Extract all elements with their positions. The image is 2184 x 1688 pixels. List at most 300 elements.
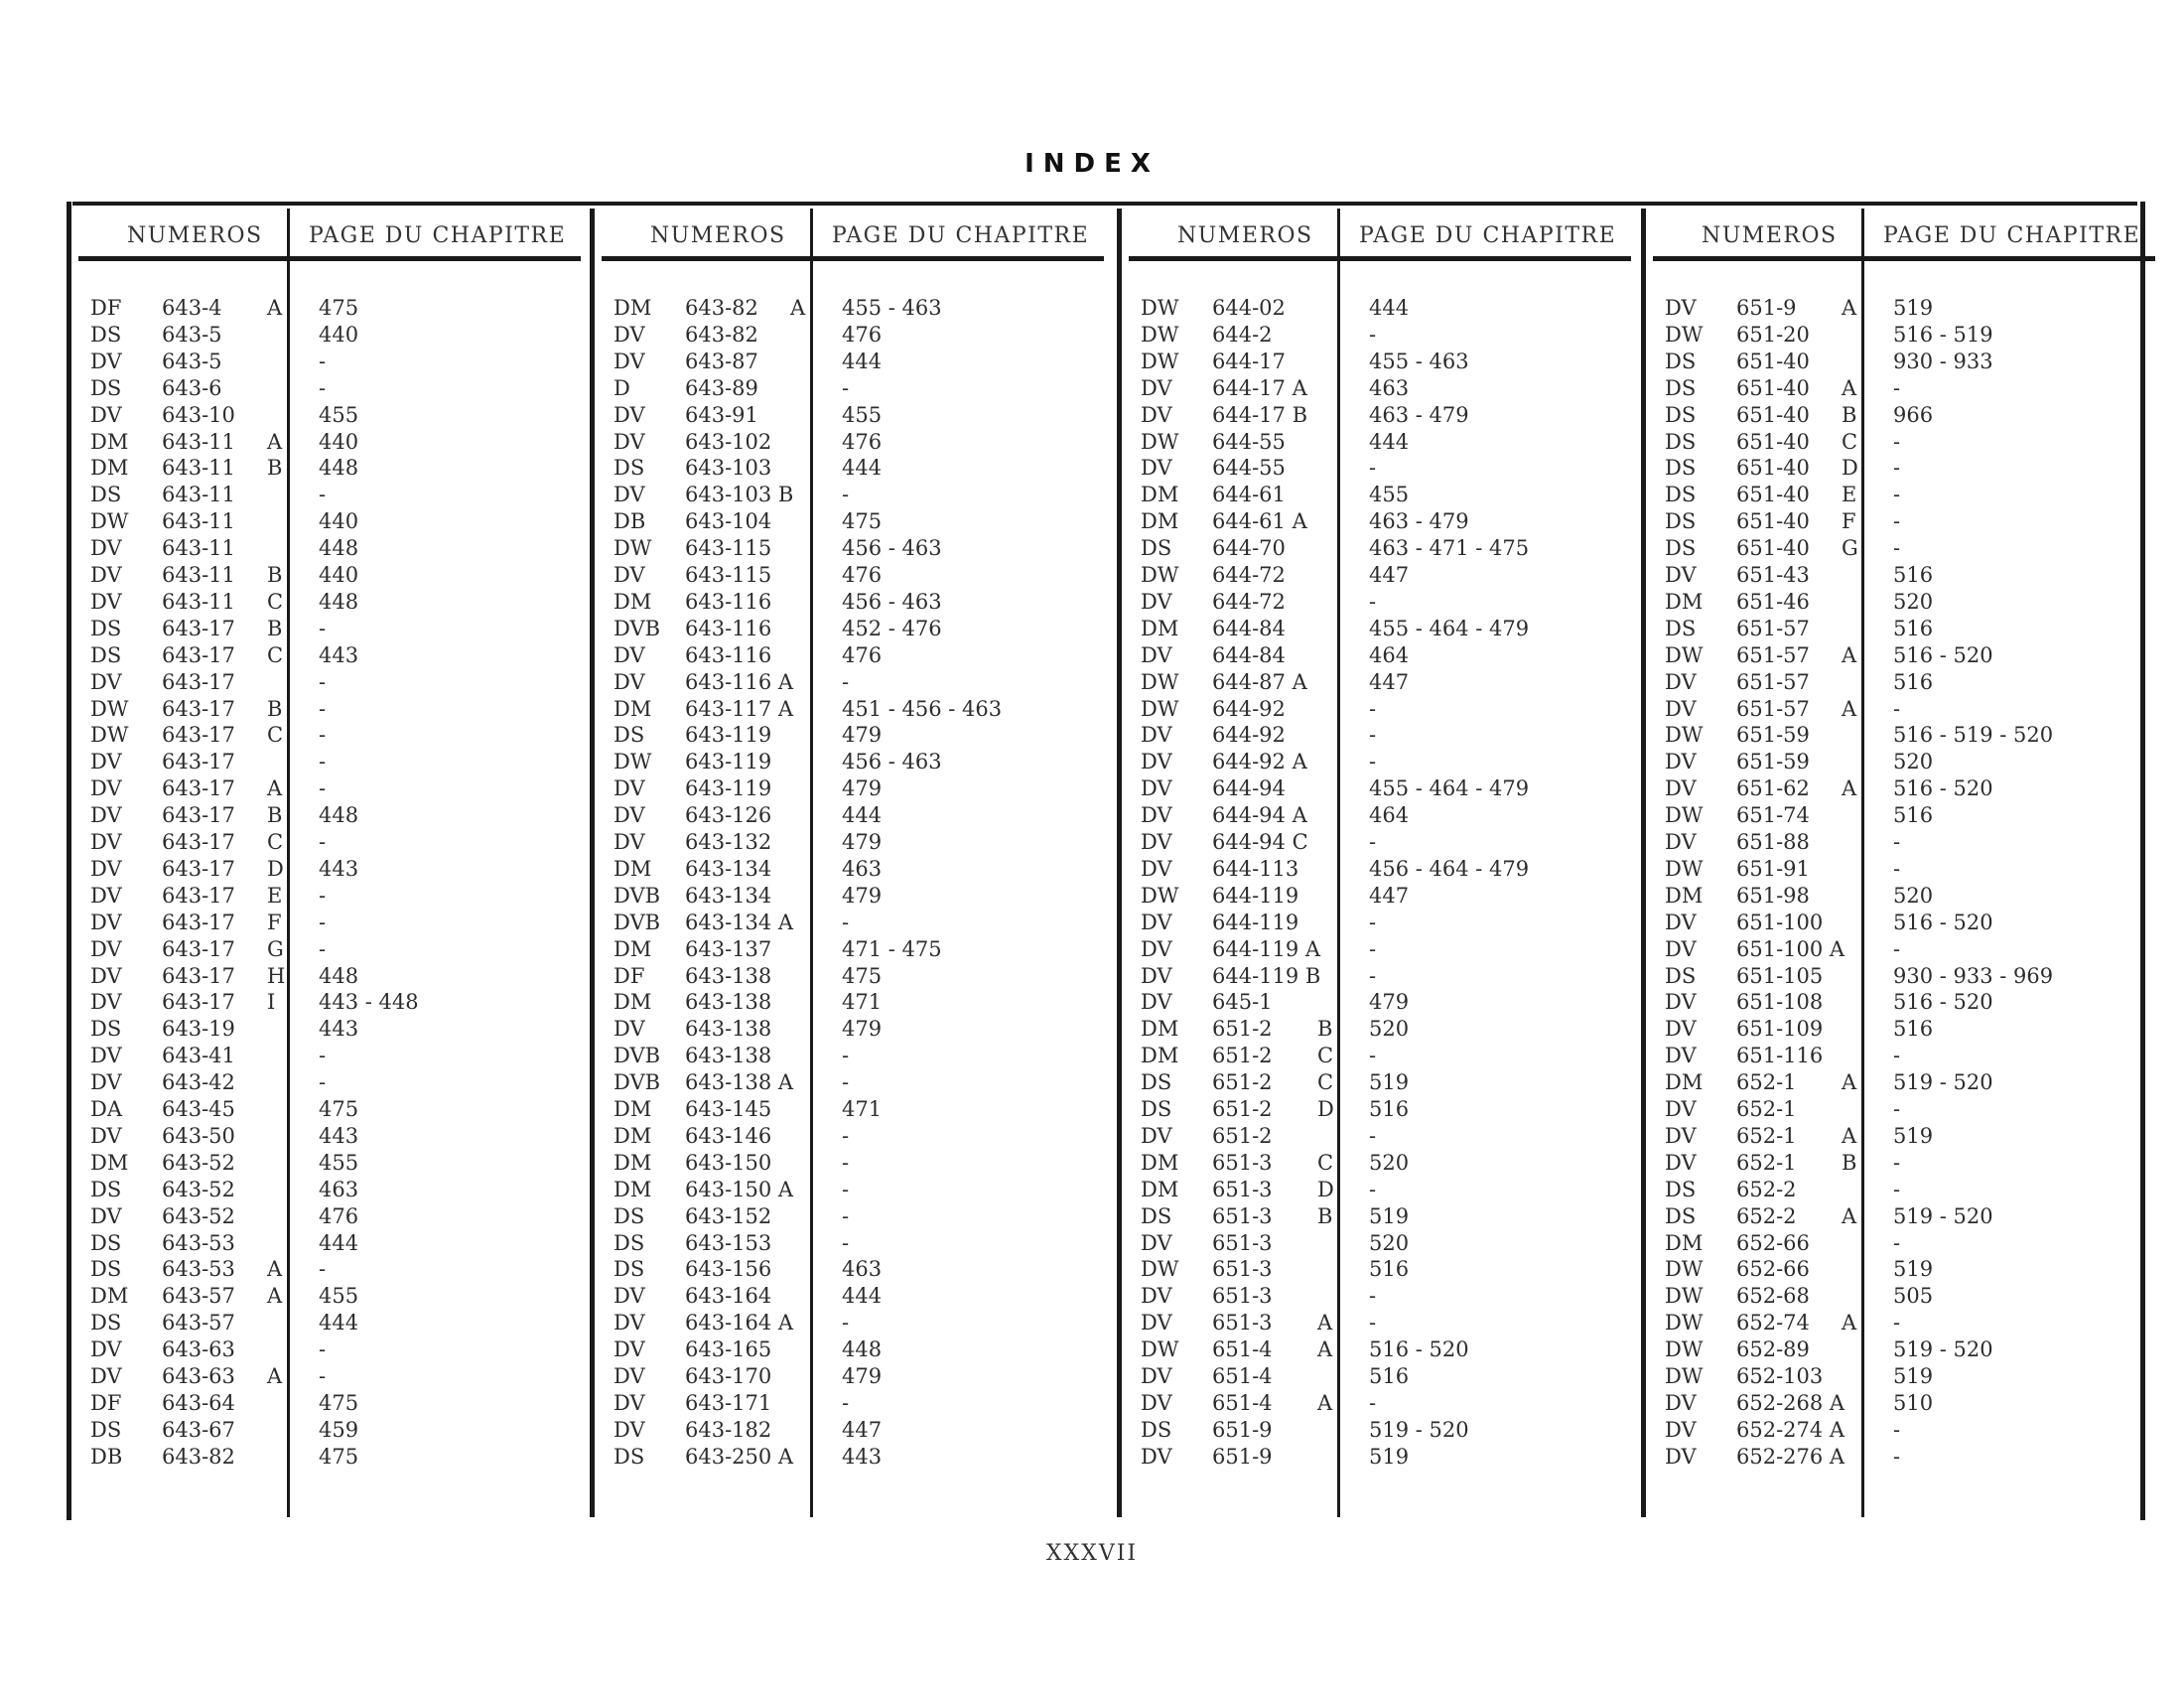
entry-pages: 444 <box>842 803 883 828</box>
entry-prefix: DM <box>1141 483 1179 507</box>
numeros-header: NUMEROS <box>127 223 263 248</box>
entry-number: 652-1 <box>1736 1123 1797 1148</box>
entry-pages: - <box>319 349 327 373</box>
entry-suffix: A <box>267 1284 283 1309</box>
entry-number: 651-2 <box>1212 1070 1273 1095</box>
index-row <box>1665 1444 2151 1471</box>
entry-prefix: DW <box>1141 296 1179 320</box>
entry-suffix: D <box>1317 1177 1334 1201</box>
entry-pages: 447 <box>1369 669 1410 694</box>
entry-number: 652-68 <box>1736 1284 1810 1309</box>
entry-number: 643-52 <box>162 1150 235 1175</box>
entry-number: 651-57 <box>1736 642 1810 667</box>
index-row <box>1141 1310 1627 1336</box>
entry-pages: 448 <box>319 803 359 828</box>
index-row <box>1141 696 1627 723</box>
entry-number: 643-11 <box>162 536 235 561</box>
entry-pages: - <box>1369 589 1377 614</box>
entry-prefix: DM <box>1665 1070 1704 1095</box>
entry-pages: 475 <box>319 296 359 320</box>
index-row <box>1141 963 1627 990</box>
entry-prefix: DV <box>1665 1390 1697 1415</box>
entry-prefix: DF <box>90 1390 122 1415</box>
index-row <box>90 642 577 669</box>
entry-suffix: A <box>1842 375 1857 400</box>
header-rule <box>602 256 1104 261</box>
entry-number: 651-3 <box>1212 1257 1273 1282</box>
entry-suffix: C <box>1317 1044 1334 1068</box>
entry-number: 644-94 A <box>1212 803 1307 828</box>
entry-prefix: DS <box>1665 402 1697 427</box>
entry-number: 651-40 <box>1736 536 1810 561</box>
entry-pages: 444 <box>842 456 883 481</box>
entry-pages: 476 <box>842 322 883 347</box>
entry-prefix: DV <box>1141 642 1172 667</box>
index-row <box>1141 1177 1627 1203</box>
entry-pages: 516 - 520 <box>1893 990 1993 1015</box>
index-row <box>1665 775 2151 802</box>
entry-number: 651-2 <box>1212 1017 1273 1042</box>
entry-pages: - <box>842 1044 850 1068</box>
index-row <box>1665 749 2151 775</box>
entry-number: 644-119 <box>1212 910 1299 934</box>
entry-pages: 443 <box>319 642 359 667</box>
entry-number: 652-1 <box>1736 1097 1797 1121</box>
entry-number: 643-134 A <box>685 910 794 934</box>
entry-number: 644-72 <box>1212 589 1286 614</box>
entry-prefix: DS <box>1665 375 1697 400</box>
entry-pages: 455 - 463 <box>842 296 942 320</box>
index-row <box>614 1230 1100 1257</box>
entry-number: 643-146 <box>685 1123 772 1148</box>
entry-number: 643-150 <box>685 1150 772 1175</box>
entry-number: 643-11 <box>162 509 235 534</box>
entry-suffix: A <box>1317 1311 1333 1336</box>
entry-number: 643-17 <box>162 803 235 828</box>
index-row <box>90 1177 577 1203</box>
entry-number: 651-98 <box>1736 883 1810 908</box>
entry-number: 644-119 A <box>1212 936 1321 961</box>
entry-prefix: DV <box>614 563 645 587</box>
entry-number: 652-268 A <box>1736 1390 1845 1415</box>
entry-suffix: C <box>1842 429 1858 454</box>
index-row <box>90 1256 577 1283</box>
index-row <box>1665 669 2151 696</box>
entry-pages: 475 <box>319 1444 359 1469</box>
entry-pages: 516 <box>1893 803 1934 828</box>
index-row <box>90 375 577 402</box>
entry-prefix: DW <box>1141 696 1179 721</box>
entry-prefix: DS <box>1665 349 1697 373</box>
index-row <box>90 402 577 429</box>
entry-number: 643-11 <box>162 483 235 507</box>
entry-suffix: A <box>267 429 283 454</box>
entry-prefix: DV <box>614 483 645 507</box>
entry-number: 643-152 <box>685 1203 772 1228</box>
entry-number: 651-59 <box>1736 750 1810 774</box>
entry-pages: - <box>319 830 327 854</box>
index-row <box>614 749 1100 775</box>
index-row <box>1665 1256 2151 1283</box>
index-row <box>90 1016 577 1043</box>
index-row <box>614 696 1100 723</box>
entry-pages: 455 - 464 - 479 <box>1369 776 1530 801</box>
column-rule <box>590 209 595 1517</box>
page-header: PAGE DU CHAPITRE <box>1359 223 1617 248</box>
entry-pages: 519 - 520 <box>1893 1337 1993 1362</box>
entry-prefix: DVB <box>614 883 661 908</box>
entry-number: 643-17 <box>162 750 235 774</box>
entry-suffix: C <box>1317 1150 1334 1175</box>
entry-number: 643-53 <box>162 1257 235 1282</box>
entry-suffix: C <box>267 830 284 854</box>
index-row <box>614 1096 1100 1123</box>
index-row <box>1141 295 1627 322</box>
entry-prefix: DV <box>1665 1097 1697 1121</box>
entry-prefix: DV <box>1141 963 1172 988</box>
entry-number: 643-67 <box>162 1417 235 1442</box>
index-row <box>1665 429 2151 456</box>
entry-prefix: DV <box>1665 1444 1697 1469</box>
entry-prefix: DV <box>1141 776 1172 801</box>
entry-pages: 463 - 471 - 475 <box>1369 536 1530 561</box>
index-table <box>72 202 2141 1516</box>
entry-number: 643-119 <box>685 723 772 748</box>
index-row <box>90 1069 577 1096</box>
page-number: XXXVII <box>1045 1541 1139 1566</box>
entry-prefix: DV <box>1141 830 1172 854</box>
entry-pages: - <box>1893 375 1901 400</box>
entry-number: 644-94 <box>1212 776 1286 801</box>
entry-prefix: DM <box>614 1150 652 1175</box>
entry-pages: 519 <box>1369 1070 1410 1095</box>
entry-number: 643-116 A <box>685 669 794 694</box>
entry-number: 643-145 <box>685 1097 772 1121</box>
entry-pages: - <box>1369 1284 1377 1309</box>
entry-number: 651-40 <box>1736 509 1810 534</box>
index-row <box>1141 936 1627 963</box>
entry-number: 643-134 <box>685 883 772 908</box>
entry-number: 643-17 <box>162 696 235 721</box>
entry-suffix: B <box>267 803 283 828</box>
entry-prefix: DV <box>1141 1390 1172 1415</box>
entry-suffix: B <box>1317 1203 1333 1228</box>
entry-number: 643-138 A <box>685 1070 794 1095</box>
entry-suffix: A <box>267 1364 283 1388</box>
entry-pages: 447 <box>1369 883 1410 908</box>
index-row <box>1665 829 2151 856</box>
index-row <box>1141 1256 1627 1283</box>
entry-number: 643-89 <box>685 375 758 400</box>
entry-prefix: DV <box>614 322 645 347</box>
entry-pages: 479 <box>842 1017 883 1042</box>
entry-prefix: DV <box>1665 830 1697 854</box>
entry-number: 651-88 <box>1736 830 1810 854</box>
entry-number: 652-66 <box>1736 1257 1810 1282</box>
entry-prefix: DV <box>1141 990 1172 1015</box>
index-row <box>1665 1363 2151 1390</box>
index-row <box>90 455 577 482</box>
index-row <box>614 856 1100 883</box>
entry-suffix: F <box>1842 509 1856 534</box>
entry-prefix: DV <box>90 1123 122 1148</box>
entry-prefix: DV <box>1141 936 1172 961</box>
entry-pages: 520 <box>1893 750 1934 774</box>
entry-number: 643-57 <box>162 1311 235 1336</box>
entry-number: 651-3 <box>1212 1203 1273 1228</box>
entry-prefix: DS <box>614 1444 645 1469</box>
entry-pages: 516 - 519 - 520 <box>1893 723 2054 748</box>
index-row <box>614 589 1100 616</box>
entry-suffix: B <box>267 563 283 587</box>
entry-pages: 475 <box>842 963 883 988</box>
entry-prefix: DS <box>90 1177 122 1201</box>
entry-prefix: DM <box>90 1284 129 1309</box>
entry-prefix: DVB <box>614 910 661 934</box>
entry-pages: 443 <box>842 1444 883 1469</box>
entry-prefix: DV <box>1665 910 1697 934</box>
entry-pages: - <box>1369 936 1377 961</box>
entry-prefix: DW <box>1665 1284 1704 1309</box>
entry-prefix: DW <box>1141 349 1179 373</box>
index-row <box>90 349 577 375</box>
entry-pages: 444 <box>842 1284 883 1309</box>
entry-prefix: DV <box>90 910 122 934</box>
entry-suffix: B <box>1842 1150 1857 1175</box>
index-row <box>614 963 1100 990</box>
entry-prefix: DV <box>1665 990 1697 1015</box>
entry-pages: - <box>842 1311 850 1336</box>
entry-prefix: DV <box>614 402 645 427</box>
entry-number: 651-100 <box>1736 910 1824 934</box>
entry-prefix: DV <box>1665 296 1697 320</box>
index-row <box>90 1230 577 1257</box>
index-row <box>1141 589 1627 616</box>
entry-pages: 476 <box>842 563 883 587</box>
entry-pages: - <box>319 1044 327 1068</box>
index-row <box>614 722 1100 749</box>
entry-prefix: DM <box>614 1097 652 1121</box>
entry-number: 643-19 <box>162 1017 235 1042</box>
entry-pages: 519 <box>1893 296 1934 320</box>
entry-pages: - <box>319 750 327 774</box>
entry-pages: 519 <box>1369 1444 1410 1469</box>
entry-number: 643-11 <box>162 563 235 587</box>
entry-prefix: DW <box>614 750 652 774</box>
entry-number: 643-63 <box>162 1337 235 1362</box>
entry-suffix: B <box>1842 402 1857 427</box>
entry-number: 643-45 <box>162 1097 235 1121</box>
entry-prefix: DS <box>1665 509 1697 534</box>
entry-prefix: DV <box>1141 1230 1172 1255</box>
entry-pages: 516 <box>1369 1364 1410 1388</box>
entry-pages: 440 <box>319 509 359 534</box>
entry-prefix: DV <box>614 1390 645 1415</box>
entry-number: 644-02 <box>1212 296 1286 320</box>
entry-prefix: DV <box>90 803 122 828</box>
entry-pages: - <box>319 776 327 801</box>
entry-suffix: B <box>1317 1017 1333 1042</box>
entry-prefix: DS <box>614 1257 645 1282</box>
entry-number: 644-92 A <box>1212 750 1307 774</box>
entry-prefix: DS <box>1141 1097 1172 1121</box>
index-row <box>90 429 577 456</box>
entry-number: 652-1 <box>1736 1070 1797 1095</box>
entry-pages: 455 <box>842 402 883 427</box>
entry-pages: - <box>1893 1311 1901 1336</box>
entry-prefix: DV <box>1665 696 1697 721</box>
entry-prefix: DS <box>90 1230 122 1255</box>
index-row <box>1665 1150 2151 1177</box>
numeros-header: NUMEROS <box>1702 223 1838 248</box>
entry-suffix: D <box>1842 456 1858 481</box>
index-row <box>1665 1336 2151 1363</box>
index-row <box>90 722 577 749</box>
entry-prefix: DV <box>1141 1444 1172 1469</box>
entry-prefix: DV <box>1665 1123 1697 1148</box>
index-row <box>614 1363 1100 1390</box>
entry-number: 643-126 <box>685 803 772 828</box>
entry-number: 652-89 <box>1736 1337 1810 1362</box>
index-row <box>90 749 577 775</box>
entry-pages: 463 <box>1369 375 1410 400</box>
entry-prefix: DV <box>90 936 122 961</box>
entry-prefix: DV <box>614 1364 645 1388</box>
entry-number: 651-59 <box>1736 723 1810 748</box>
entry-pages: - <box>1369 1044 1377 1068</box>
index-row <box>1141 989 1627 1016</box>
entry-suffix: A <box>267 1257 283 1282</box>
entry-prefix: DV <box>90 536 122 561</box>
entry-pages: 444 <box>1369 429 1410 454</box>
entry-suffix: C <box>267 723 284 748</box>
entry-pages: - <box>1893 456 1901 481</box>
index-row <box>90 1444 577 1471</box>
entry-number: 643-116 <box>685 589 772 614</box>
entry-pages: 479 <box>842 776 883 801</box>
entry-prefix: DV <box>614 669 645 694</box>
entry-number: 651-46 <box>1736 589 1810 614</box>
index-row <box>614 349 1100 375</box>
entry-prefix: DW <box>1665 1257 1704 1282</box>
index-row <box>1665 616 2151 642</box>
index-row <box>90 1203 577 1230</box>
entry-pages: 966 <box>1893 402 1934 427</box>
entry-number: 643-134 <box>685 856 772 881</box>
entry-pages: 475 <box>842 509 883 534</box>
entry-prefix: DS <box>614 1203 645 1228</box>
entry-pages: - <box>1369 910 1377 934</box>
entry-pages: - <box>1893 1444 1901 1469</box>
entry-suffix: B <box>267 696 283 721</box>
entry-number: 643-171 <box>685 1390 772 1415</box>
index-row <box>614 775 1100 802</box>
entry-number: 644-84 <box>1212 616 1286 640</box>
entry-prefix: DS <box>90 616 122 640</box>
entry-number: 644-17 B <box>1212 402 1308 427</box>
index-row <box>1665 963 2151 990</box>
index-row <box>90 1363 577 1390</box>
entry-prefix: DM <box>614 936 652 961</box>
entry-pages: - <box>842 375 850 400</box>
index-row <box>1141 775 1627 802</box>
entry-prefix: DW <box>1141 669 1179 694</box>
entry-number: 644-119 B <box>1212 963 1321 988</box>
entry-number: 644-113 <box>1212 856 1299 881</box>
index-row <box>614 402 1100 429</box>
entry-pages: - <box>319 883 327 908</box>
entry-pages: - <box>1893 1150 1901 1175</box>
entry-pages: - <box>1369 963 1377 988</box>
page-title: INDEX <box>1024 149 1160 179</box>
index-row <box>614 1310 1100 1336</box>
entry-prefix: DV <box>1665 936 1697 961</box>
entry-pages: - <box>1369 322 1377 347</box>
entry-prefix: DV <box>1141 1364 1172 1388</box>
entry-pages: - <box>319 1337 327 1362</box>
entry-number: 651-91 <box>1736 856 1810 881</box>
entry-prefix: DW <box>1665 803 1704 828</box>
index-row <box>1665 295 2151 322</box>
entry-suffix: H <box>267 963 286 988</box>
entry-number: 643-17 <box>162 669 235 694</box>
entry-suffix: A <box>1842 776 1857 801</box>
index-row <box>1665 1283 2151 1310</box>
index-row <box>1141 1069 1627 1096</box>
entry-prefix: DM <box>614 1177 652 1201</box>
entry-pages: 440 <box>319 563 359 587</box>
entry-number: 643-156 <box>685 1257 772 1282</box>
entry-pages: 520 <box>1369 1150 1410 1175</box>
index-row <box>90 1390 577 1417</box>
index-row <box>1141 375 1627 402</box>
entry-number: 651-3 <box>1212 1150 1273 1175</box>
entry-pages: 448 <box>842 1337 883 1362</box>
entry-pages: 443 <box>319 856 359 881</box>
entry-pages: 476 <box>319 1203 359 1228</box>
index-row <box>1665 562 2151 589</box>
index-row <box>1665 1123 2151 1150</box>
entry-prefix: DV <box>1141 1123 1172 1148</box>
entry-prefix: DV <box>614 429 645 454</box>
entry-prefix: DS <box>90 1257 122 1282</box>
index-row <box>1141 616 1627 642</box>
index-row <box>614 910 1100 936</box>
index-row <box>1665 375 2151 402</box>
index-row <box>90 1336 577 1363</box>
index-row <box>614 1444 1100 1471</box>
entry-pages: - <box>1893 856 1901 881</box>
entry-number: 644-55 <box>1212 429 1286 454</box>
entry-pages: 516 <box>1893 669 1934 694</box>
entry-pages: - <box>842 1230 850 1255</box>
entry-pages: - <box>1369 1177 1377 1201</box>
entry-prefix: DV <box>90 1364 122 1388</box>
index-row <box>1665 349 2151 375</box>
entry-prefix: DS <box>1665 963 1697 988</box>
entry-number: 644-2 <box>1212 322 1273 347</box>
index-row <box>614 429 1100 456</box>
entry-pages: 519 - 520 <box>1893 1203 1993 1228</box>
entry-prefix: DVB <box>614 1044 661 1068</box>
index-row <box>614 562 1100 589</box>
index-row <box>614 1417 1100 1444</box>
entry-prefix: DV <box>90 349 122 373</box>
entry-number: 643-41 <box>162 1044 235 1068</box>
entry-suffix: B <box>267 616 283 640</box>
index-row <box>90 562 577 589</box>
entry-pages: - <box>1369 1390 1377 1415</box>
